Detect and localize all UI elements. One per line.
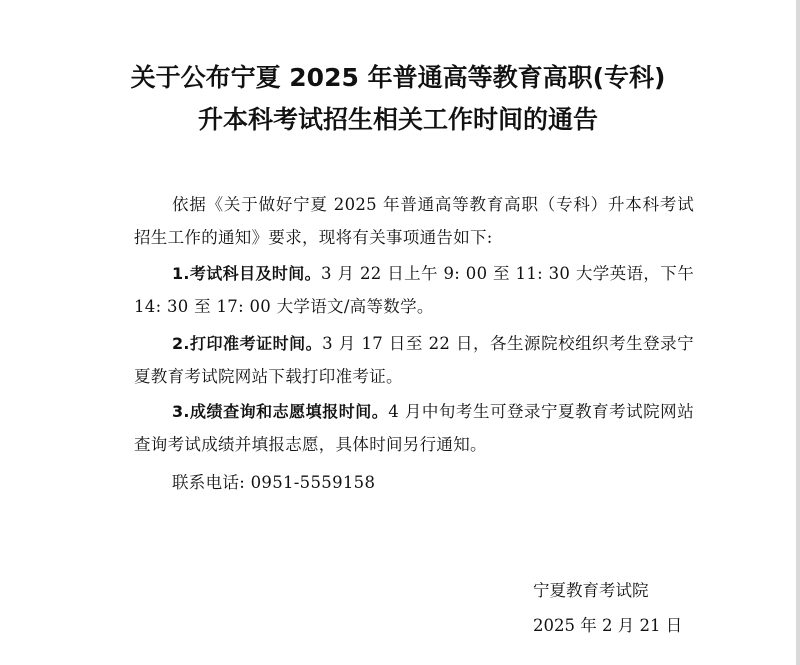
signature-organization: 宁夏教育考试院 [533,581,649,600]
document-title-line-2: 升本科考试招生相关工作时间的通告 [197,105,598,134]
item-3-text: 4 月中旬考生可登录宁夏教育考试院网站查询考试成绩并填报志愿，具体时间另行通知。 [134,402,694,454]
contact-line: 联系电话: 0951-5559158 [172,473,376,492]
item-1-paragraph [134,257,694,323]
item-3-heading: 3.成绩查询和志愿填报时间。 [172,402,389,421]
signature-date: 2025 年 2 月 21 日 [533,616,683,635]
item-1-heading: 1.考试科目及时间。 [172,264,322,283]
item-2-paragraph [134,327,694,393]
item-1-text: 3 月 22 日上午 9: 00 至 11: 30 大学英语，下午 14: 30 至 17: 00 大学语文/高等数学。 [134,264,694,316]
item-3-paragraph [134,395,694,461]
document-title-line-1: 关于公布宁夏 2025 年普通高等教育高职(专科) [130,63,666,92]
intro-paragraph: 依据《关于做好宁夏 2025 年普通高等教育高职（专科）升本科考试招生工作的通知》要求，现将有关事项通告如下: [134,195,694,247]
item-2-heading: 2.打印准考证时间。 [172,334,323,353]
item-2-text: 3 月 17 日至 22 日，各生源院校组织考生登录宁夏教育考试院网站下载打印准考证。 [134,334,694,386]
page-edge-divider [796,0,800,665]
